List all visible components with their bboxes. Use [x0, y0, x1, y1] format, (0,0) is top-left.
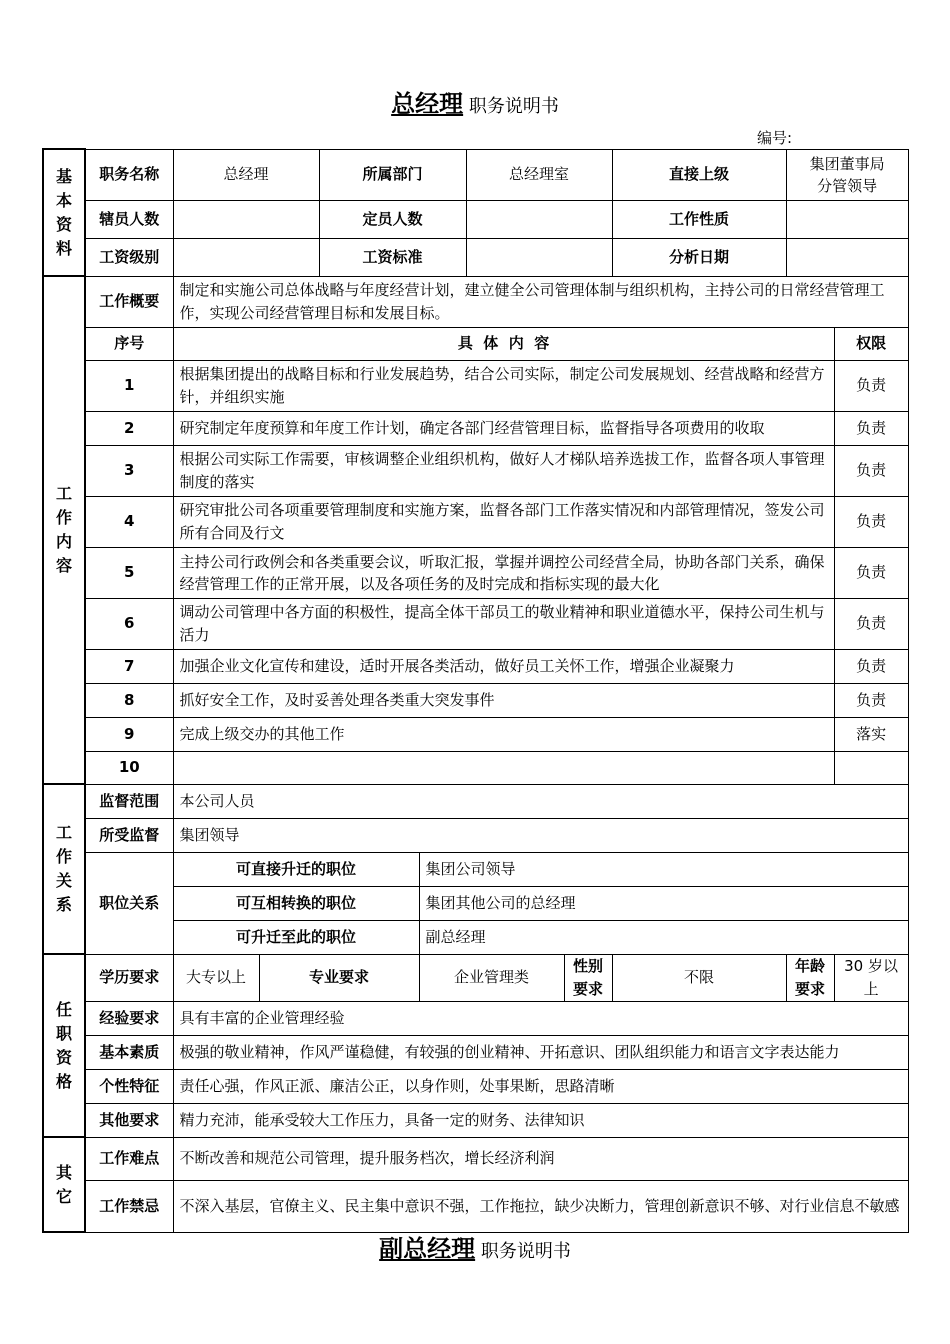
table-row [43, 649, 908, 683]
personality-label: 个性特征 [85, 1069, 173, 1103]
supervised-value: 集团领导 [173, 818, 908, 852]
row-auth: 负责 [834, 649, 908, 683]
staff-count-label: 辖员人数 [85, 200, 173, 238]
table-row [43, 683, 908, 717]
title2-suffix: 职务说明书 [475, 1241, 571, 1262]
quota-value [466, 200, 612, 238]
edu-value: 大专以上 [173, 954, 259, 1001]
gender-label: 性别要求 [564, 954, 612, 1001]
from-value: 副总经理 [419, 920, 908, 954]
section-relations: 工 作 关 系 [43, 784, 85, 954]
promote-label: 可直接升迁的职位 [173, 852, 419, 886]
row-auth [834, 751, 908, 784]
table-row [43, 360, 908, 411]
taboo-label: 工作禁忌 [85, 1180, 173, 1232]
scope-value: 本公司人员 [173, 784, 908, 818]
age-value: 30 岁以上 [834, 954, 908, 1001]
row-no: 2 [85, 411, 173, 445]
analysis-date-value [786, 238, 908, 276]
exp-value: 具有丰富的企业管理经验 [173, 1001, 908, 1035]
difficulty-label: 工作难点 [85, 1137, 173, 1180]
row-content: 根据公司实际工作需要，审核调整企业组织机构，做好人才梯队培养选拔工作，监督各项人事管理制度的落实 [173, 445, 834, 496]
row-no: 1 [85, 360, 173, 411]
analysis-date-label: 分析日期 [612, 238, 786, 276]
overview-label: 工作概要 [85, 276, 173, 327]
salary-std-value [466, 238, 612, 276]
scope-label: 监督范围 [85, 784, 173, 818]
exp-label: 经验要求 [85, 1001, 173, 1035]
row-no: 7 [85, 649, 173, 683]
row-no: 8 [85, 683, 173, 717]
section-qualification: 任 职 资 格 [43, 954, 85, 1137]
table-row [43, 547, 908, 598]
major-value: 企业管理类 [419, 954, 564, 1001]
row-no: 5 [85, 547, 173, 598]
department-label: 所属部门 [319, 149, 466, 200]
salary-level-label: 工资级别 [85, 238, 173, 276]
row-no: 4 [85, 496, 173, 547]
department-value: 总经理室 [466, 149, 612, 200]
table-row [43, 445, 908, 496]
promote-value: 集团公司领导 [419, 852, 908, 886]
section-work-content: 工 作 内 容 [43, 276, 85, 784]
page-title [0, 84, 950, 119]
position-relation-label: 职位关系 [85, 852, 173, 954]
header-no: 序号 [85, 327, 173, 360]
row-auth: 负责 [834, 598, 908, 649]
title-suffix: 职务说明书 [463, 96, 559, 117]
header-content: 具 体 内 容 [173, 327, 834, 360]
row-content: 完成上级交办的其他工作 [173, 717, 834, 751]
difficulty-value: 不断改善和规范公司管理，提升服务档次，增长经济利润 [173, 1137, 908, 1180]
from-label: 可升迁至此的职位 [173, 920, 419, 954]
row-content: 抓好安全工作，及时妥善处理各类重大突发事件 [173, 683, 834, 717]
row-content: 根据集团提出的战略目标和行业发展趋势，结合公司实际，制定公司发展规划、经营战略和经营方针，并组织实施 [173, 360, 834, 411]
quota-label: 定员人数 [319, 200, 466, 238]
personality-value: 责任心强，作风正派、廉洁公正，以身作则，处事果断，思路清晰 [173, 1069, 908, 1103]
edu-label: 学历要求 [85, 954, 173, 1001]
row-content: 研究制定年度预算和年度工作计划，确定各部门经营管理目标，监督指导各项费用的收取 [173, 411, 834, 445]
transfer-value: 集团其他公司的总经理 [419, 886, 908, 920]
table-row [43, 717, 908, 751]
table-row [43, 751, 908, 784]
section-basic: 基 本 资 料 [43, 149, 85, 276]
row-auth: 落实 [834, 717, 908, 751]
position-name-label: 职务名称 [85, 149, 173, 200]
row-no: 10 [85, 751, 173, 784]
table-row [43, 598, 908, 649]
table-row [43, 411, 908, 445]
work-nature-label: 工作性质 [612, 200, 786, 238]
row-auth: 负责 [834, 360, 908, 411]
row-auth: 负责 [834, 496, 908, 547]
title-main: 总经理 [391, 90, 464, 118]
position-name-value: 总经理 [173, 149, 319, 200]
row-content: 研究审批公司各项重要管理制度和实施方案，监督各部门工作落实情况和内部管理情况，签发公司所有合同及行文 [173, 496, 834, 547]
superior-value: 集团董事局 分管领导 [786, 149, 908, 200]
row-content: 加强企业文化宣传和建设，适时开展各类活动，做好员工关怀工作，增强企业凝聚力 [173, 649, 834, 683]
next-page-title [0, 1229, 950, 1264]
row-auth: 负责 [834, 411, 908, 445]
job-description-table [42, 148, 909, 1233]
staff-count-value [173, 200, 319, 238]
quality-label: 基本素质 [85, 1035, 173, 1069]
taboo-value: 不深入基层，官僚主义、民主集中意识不强，工作拖拉，缺少决断力，管理创新意识不够、对行业信息不敏感 [173, 1180, 908, 1232]
row-no: 9 [85, 717, 173, 751]
transfer-label: 可互相转换的职位 [173, 886, 419, 920]
salary-std-label: 工资标准 [319, 238, 466, 276]
row-no: 3 [85, 445, 173, 496]
row-auth: 负责 [834, 683, 908, 717]
work-nature-value [786, 200, 908, 238]
title2-main: 副总经理 [379, 1235, 476, 1263]
row-no: 6 [85, 598, 173, 649]
other-req-label: 其他要求 [85, 1103, 173, 1137]
age-label: 年龄要求 [786, 954, 834, 1001]
supervised-label: 所受监督 [85, 818, 173, 852]
row-content: 主持公司行政例会和各类重要会议，听取汇报，掌握并调控公司经营全局，协助各部门关系，确保经营管理工作的正常开展，以及各项任务的及时完成和指标实现的最大化 [173, 547, 834, 598]
doc-number-label: 编号: [757, 129, 793, 147]
table-row [43, 496, 908, 547]
row-auth: 负责 [834, 547, 908, 598]
row-content [173, 751, 834, 784]
row-auth: 负责 [834, 445, 908, 496]
gender-value: 不限 [612, 954, 786, 1001]
overview-text: 制定和实施公司总体战略与年度经营计划，建立健全公司管理体制与组织机构，主持公司的日常经营管理工作，实现公司经营管理目标和发展目标。 [173, 276, 908, 327]
quality-value: 极强的敬业精神，作风严谨稳健，有较强的创业精神、开拓意识、团队组织能力和语言文字表达能力 [173, 1035, 908, 1069]
other-req-value: 精力充沛，能承受较大工作压力，具备一定的财务、法律知识 [173, 1103, 908, 1137]
row-content: 调动公司管理中各方面的积极性，提高全体干部员工的敬业精神和职业道德水平，保持公司生机与活力 [173, 598, 834, 649]
section-misc: 其 它 [43, 1137, 85, 1232]
salary-level-value [173, 238, 319, 276]
major-label: 专业要求 [259, 954, 419, 1001]
header-auth: 权限 [834, 327, 908, 360]
superior-label: 直接上级 [612, 149, 786, 200]
